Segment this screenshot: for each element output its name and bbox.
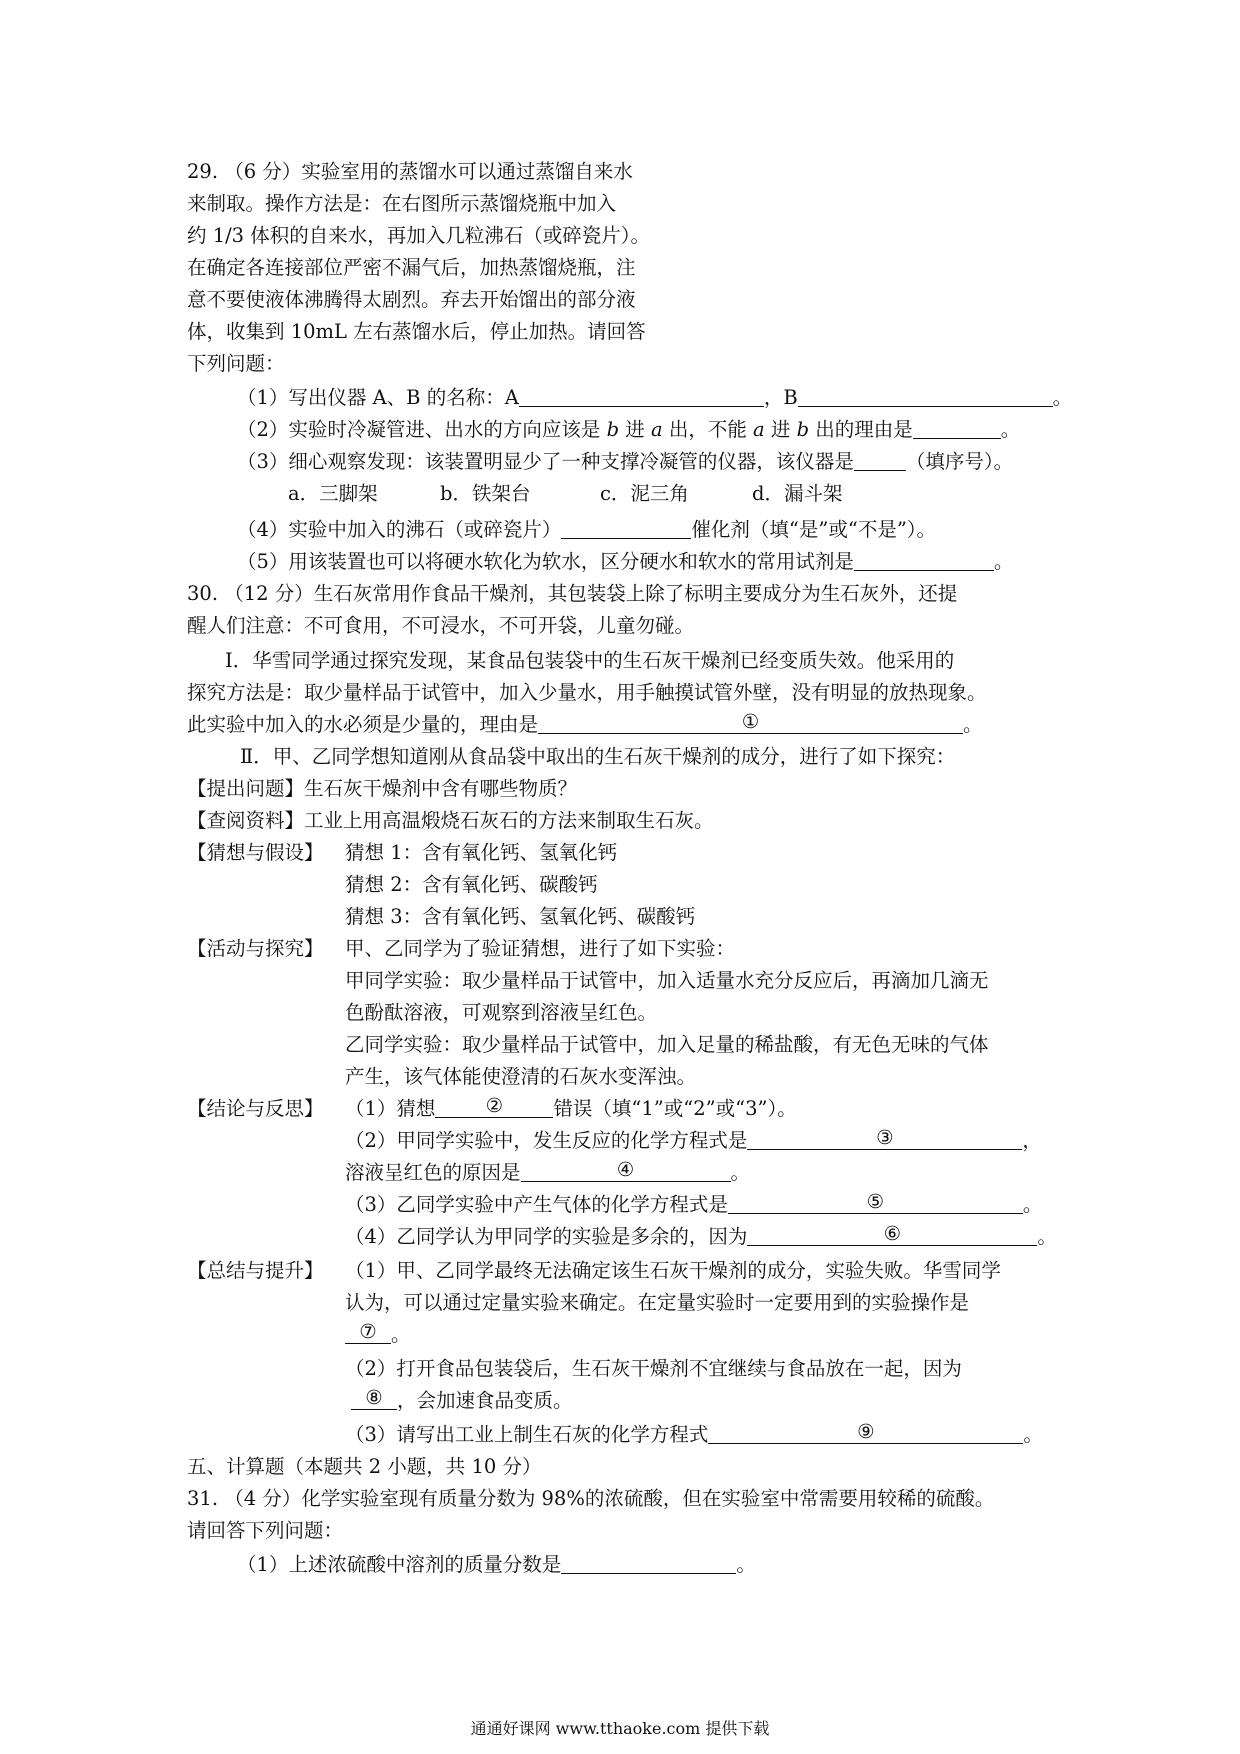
q30-con1: （1）猜想 ② 错误（填“1”或“2”或“3”）。 bbox=[345, 1094, 797, 1120]
q30-con3: （3）乙同学实验中产生气体的化学方程式是 ⑤ 。 bbox=[345, 1190, 1043, 1216]
q30-hyp: 猜想 2：含有氧化钙、碳酸钙 bbox=[345, 873, 598, 896]
answer-blank[interactable] bbox=[798, 384, 1053, 407]
q29-option: d．漏斗架 bbox=[752, 482, 843, 505]
q29-sub1: （1）写出仪器 A、B 的名称：A ，B 。 bbox=[237, 386, 1073, 409]
q30-intro: 30. （12 分）生石灰常用作食品干燥剂，其包装袋上除了标明主要成分为生石灰外，还提 bbox=[187, 582, 958, 605]
answer-blank[interactable] bbox=[561, 516, 691, 539]
q30-con-label: 【结论与反思】 bbox=[187, 1097, 324, 1120]
q29-option: c．泥三角 bbox=[600, 482, 689, 505]
q29-intro-line: 体，收集到 10mL 左右蒸馏水后，停止加热。请回答 bbox=[187, 320, 646, 343]
q29-intro-line: 意不要使液体沸腾得太剧烈。弃去开始馏出的部分液 bbox=[187, 288, 636, 311]
q30-sum-line: 认为，可以通过定量实验来确定。在定量实验时一定要用到的实验操作是 bbox=[345, 1291, 970, 1314]
answer-blank-1[interactable]: ① bbox=[538, 711, 963, 734]
q30-hyp: 猜想 1：含有氧化钙、氢氧化钙 bbox=[345, 841, 618, 864]
q30-sum1-blank-line: ⑦ 。 bbox=[345, 1321, 411, 1349]
q30-part1-line: 探究方法是：取少量样品于试管中，加入少量水，用手触摸试管外壁，没有明显的放热现象。 bbox=[187, 681, 987, 704]
q30-hyp: 猜想 3：含有氧化钙、氢氧化钙、碳酸钙 bbox=[345, 905, 696, 928]
answer-blank-9[interactable]: ⑨ bbox=[708, 1421, 1023, 1444]
q30-act-line: 乙同学实验：取少量样品于试管中，加入足量的稀盐酸，有无色无味的气体 bbox=[345, 1033, 989, 1056]
answer-blank[interactable] bbox=[561, 1551, 736, 1574]
q30-intro: 醒人们注意：不可食用，不可浸水，不可开袋，儿童勿碰。 bbox=[187, 614, 695, 637]
answer-blank[interactable] bbox=[913, 416, 1001, 439]
q30-ref: 【查阅资料】工业上用高温煅烧石灰石的方法来制取生石灰。 bbox=[187, 809, 714, 832]
q29-sub3: （3）细心观察发现：该装置明显少了一种支撑冷凝管的仪器，该仪器是 （填序号）。 bbox=[237, 450, 1014, 473]
answer-blank-6[interactable]: ⑥ bbox=[747, 1223, 1037, 1246]
answer-blank-4[interactable]: ④ bbox=[521, 1159, 731, 1182]
q30-act-label: 【活动与探究】 bbox=[187, 937, 324, 960]
answer-blank-5[interactable]: ⑤ bbox=[728, 1191, 1023, 1214]
q30-act-line: 甲同学实验：取少量样品于试管中，加入适量水充分反应后，再滴加几滴无 bbox=[345, 969, 989, 992]
q30-sum-label: 【总结与提升】 bbox=[187, 1259, 324, 1282]
q30-sum2: （2）打开食品包装袋后，生石灰干燥剂不宜继续与食品放在一起，因为 bbox=[345, 1357, 962, 1380]
q29-intro-line: 约 1/3 体积的自来水，再加入几粒沸石（或碎瓷片）。 bbox=[187, 224, 651, 247]
q30-con4: （4）乙同学认为甲同学的实验是多余的，因为 ⑥ 。 bbox=[345, 1222, 1057, 1248]
q30-part2: Ⅱ．甲、乙同学想知道刚从食品袋中取出的生石灰干燥剂的成分，进行了如下探究： bbox=[240, 745, 956, 768]
q29-intro-line: 29. （6 分）实验室用的蒸馏水可以通过蒸馏自来水 bbox=[187, 160, 633, 183]
section-heading: 五、计算题（本题共 2 小题，共 10 分） bbox=[187, 1455, 542, 1478]
q30-sum-line: （1）甲、乙同学最终无法确定该生石灰干燥剂的成分，实验失败。华雪同学 bbox=[345, 1259, 1001, 1282]
q31-intro: 请回答下列问题： bbox=[187, 1519, 344, 1542]
answer-blank-8[interactable]: ⑧ bbox=[351, 1387, 397, 1410]
q30-con2a: （2）甲同学实验中，发生反应的化学方程式是 ③ ， bbox=[345, 1126, 1042, 1152]
q29-sub5: （5）用该装置也可以将硬水软化为软水，区分硬水和软水的常用试剂是 。 bbox=[237, 550, 1014, 573]
q29-intro-line: 来制取。操作方法是：在右图所示蒸馏烧瓶中加入 bbox=[187, 192, 617, 215]
q30-act-line: 产生，该气体能使澄清的石灰水变浑浊。 bbox=[345, 1065, 697, 1088]
q30-sum3: （3）请写出工业上制生石灰的化学方程式 ⑨ 。 bbox=[345, 1420, 1043, 1446]
page-footer: 通通好课网 www.tthaoke.com 提供下载 bbox=[470, 1719, 770, 1738]
q30-act-line: 甲、乙同学为了验证猜想，进行了如下实验： bbox=[345, 937, 736, 960]
q29-sub4: （4）实验中加入的沸石（或碎瓷片） 催化剂（填“是”或“不是”）。 bbox=[237, 518, 937, 541]
q30-sum2-blank-line: ⑧ ，会加速食品变质。 bbox=[345, 1387, 573, 1415]
q29-option: a．三脚架 bbox=[288, 482, 378, 505]
q31-intro: 31. （4 分）化学实验室现有质量分数为 98%的浓硫酸，但在实验室中常需要用较稀的硫酸。 bbox=[187, 1487, 995, 1510]
q30-part1-last: 此实验中加入的水必须是少量的，理由是 ① 。 bbox=[187, 710, 983, 736]
q31-sub1: （1）上述浓硫酸中溶剂的质量分数是 。 bbox=[237, 1553, 756, 1576]
q30-hyp-label: 【猜想与假设】 bbox=[187, 841, 324, 864]
answer-blank[interactable] bbox=[854, 448, 906, 471]
q29-intro-line: 下列问题： bbox=[187, 352, 285, 375]
answer-blank-3[interactable]: ③ bbox=[747, 1127, 1022, 1150]
answer-blank[interactable] bbox=[519, 384, 764, 407]
answer-blank-2[interactable]: ② bbox=[435, 1095, 553, 1118]
q30-ask: 【提出问题】生石灰干燥剂中含有哪些物质？ bbox=[187, 777, 578, 800]
q29-sub2: （2）实验时冷凝管进、出水的方向应该是 b 进 a 出，不能 a 进 b 出的理由是 。 bbox=[237, 418, 1021, 441]
answer-blank-7[interactable]: ⑦ bbox=[345, 1321, 391, 1344]
q29-intro-line: 在确定各连接部位严密不漏气后，加热蒸馏烧瓶，注 bbox=[187, 256, 636, 279]
q29-option: b．铁架台 bbox=[440, 482, 531, 505]
answer-blank[interactable] bbox=[854, 548, 994, 571]
q30-part1-line: Ⅰ．华雪同学通过探究发现，某食品包装袋中的生石灰干燥剂已经变质失效。他采用的 bbox=[225, 649, 955, 672]
q30-con2b: 溶液呈红色的原因是 ④ 。 bbox=[345, 1158, 751, 1184]
q30-act-line: 色酚酞溶液，可观察到溶液呈红色。 bbox=[345, 1001, 658, 1024]
